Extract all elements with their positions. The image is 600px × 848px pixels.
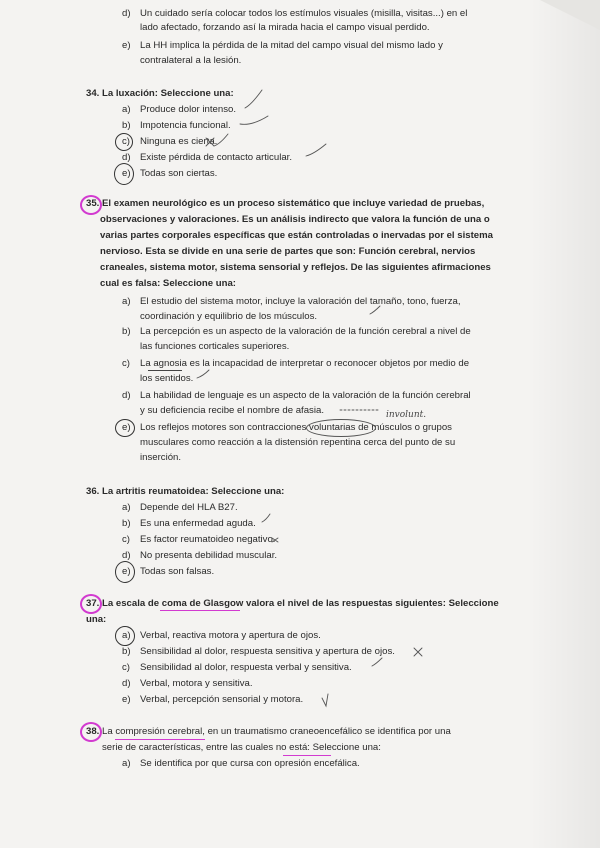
q36-option-e: e) Todas son falsas. xyxy=(122,566,215,577)
q35-option-a: a) El estudio del sistema motor, incluye la valoración del tamaño, tono, fuerza, xyxy=(122,296,461,307)
q35-option-b-line2: las funciones corticales superiores. xyxy=(140,341,290,352)
check-mark-q34-d xyxy=(306,144,326,156)
q37-option-e: e) Verbal, percepción sensorial y motora. xyxy=(122,694,304,705)
q35-option-d-line2: y su deficiencia recibe el nombre de afasia. xyxy=(140,405,324,416)
q34-option-b: b) Impotencia funcional. xyxy=(122,120,231,131)
q35-option-e-line3: inserción. xyxy=(140,452,182,463)
q36-option-c: c) Es factor reumatoideo negativo. xyxy=(122,534,276,545)
underline-coma-de-glasgow xyxy=(160,610,240,611)
handwritten-note-involuntarias: involunt. xyxy=(386,410,427,420)
option-e-top-line2: contralateral a la lesión. xyxy=(140,55,242,66)
q35-option-b: b) La percepción es un aspecto de la valoración de la función cerebral a nivel de xyxy=(122,326,471,337)
option-d-top: d) Un cuidado sería colocar todos los estímulos visuales (misilla, visitas...) en el xyxy=(122,8,468,19)
q37-option-c: c) Sensibilidad al dolor, respuesta verbal y sensitiva. xyxy=(122,662,352,673)
check-mark-q37-c xyxy=(372,658,382,666)
underline-agnosia xyxy=(148,370,182,371)
check-mark-q34-a xyxy=(245,90,262,108)
check-mark-q37-e xyxy=(322,694,328,706)
question-34: 34. La luxación: Seleccione una: xyxy=(86,88,234,99)
q36-option-d: d) No presenta debilidad muscular. xyxy=(122,550,278,561)
q34-option-c: c) Ninguna es cierta. xyxy=(122,136,218,147)
question-35-line5: craneales, sistema motor, sistema sensorial y reflejos. De las siguientes afirmaciones xyxy=(100,262,491,273)
q38-option-a: a) Se identifica por que cursa con opresión encefálica. xyxy=(122,758,360,769)
question-35-line2: observaciones y valoraciones. Es un análisis indirecto que valora la función de una o xyxy=(100,214,490,225)
check-mark-q34-b xyxy=(240,116,268,124)
page-shadow xyxy=(530,0,600,848)
answer-circle-q36-e xyxy=(115,561,135,583)
q36-option-b: b) Es una enfermedad aguda. xyxy=(122,518,256,529)
q34-option-a: a) Produce dolor intenso. xyxy=(122,104,236,115)
q35-option-c: c) La agnosia es la incapacidad de interpretar o reconocer objetos por medio de xyxy=(122,358,470,369)
question-35-line3: varias partes corporales específicas que están controladas o inervadas por el sistema xyxy=(100,230,493,241)
page-corner-fold xyxy=(540,0,600,30)
option-e-top: e) La HH implica la pérdida de la mitad del campo visual del mismo lado y xyxy=(122,40,443,51)
q37-option-a: a) Verbal, reactiva motora y apertura de ojos. xyxy=(122,630,321,641)
question-37-line2: una: xyxy=(86,614,107,625)
answer-circle-q34-e xyxy=(114,163,134,185)
q34-option-d: d) Existe pérdida de contacto articular. xyxy=(122,152,292,163)
underline-compresion-cerebral xyxy=(115,739,205,740)
q35-option-d: d) La habilidad de lenguaje es un aspecto de la valoración de la función cerebral xyxy=(122,390,471,401)
q34-option-e: e) Todas son ciertas. xyxy=(122,168,218,179)
highlight-circle-q38-number xyxy=(80,722,102,742)
check-mark-q35-c xyxy=(197,370,209,378)
q35-option-a-line2: coordinación y equilibrio de los músculos. xyxy=(140,311,318,322)
question-37: 37. La escala de coma de Glasgow valora el nivel de las respuestas siguientes: Seleccione xyxy=(86,598,499,609)
cross-mark-q37-b xyxy=(414,648,422,656)
q36-option-a: a) Depende del HLA B27. xyxy=(122,502,238,513)
check-mark-q36-b xyxy=(262,514,270,522)
circle-voluntarias xyxy=(306,419,376,437)
question-38-line2: serie de características, entre las cuales no está: Seleccione una: xyxy=(102,742,381,753)
q35-option-c-line2: los sentidos. xyxy=(140,373,194,384)
answer-circle-q37-a xyxy=(115,626,135,646)
q37-option-d: d) Verbal, motora y sensitiva. xyxy=(122,678,253,689)
q37-option-b: b) Sensibilidad al dolor, respuesta sensitiva y apertura de ojos. xyxy=(122,646,395,657)
question-35-line6: cual es falsa: Seleccione una: xyxy=(100,278,236,289)
answer-circle-q35-e xyxy=(115,419,135,437)
q35-option-e: e) Los reflejos motores son contracciones voluntarias de músculos o grupos xyxy=(122,422,452,433)
option-d-top-line2: lado afectado, forzando así la mirada hacia el campo visual perdido. xyxy=(140,22,430,33)
underline-no-esta xyxy=(283,755,331,756)
highlight-circle-q35-number xyxy=(80,195,102,215)
question-36: 36. La artritis reumatoidea: Seleccione una: xyxy=(86,486,285,497)
q35-option-e-line2: musculares como reacción a la distensión repentina cerca del punto de su xyxy=(140,437,456,448)
question-35-line4: nervioso. Esta se divide en una serie de partes que son: Función cerebral, nervios xyxy=(100,246,476,257)
highlight-circle-q37-number xyxy=(80,594,102,614)
answer-circle-q34-c xyxy=(115,133,133,151)
question-38: 38. La compresión cerebral, en un traumatismo craneoencefálico se identifica por una xyxy=(86,726,451,737)
question-35: 35. El examen neurológico es un proceso sistemático que incluye variedad de pruebas, xyxy=(86,198,485,209)
